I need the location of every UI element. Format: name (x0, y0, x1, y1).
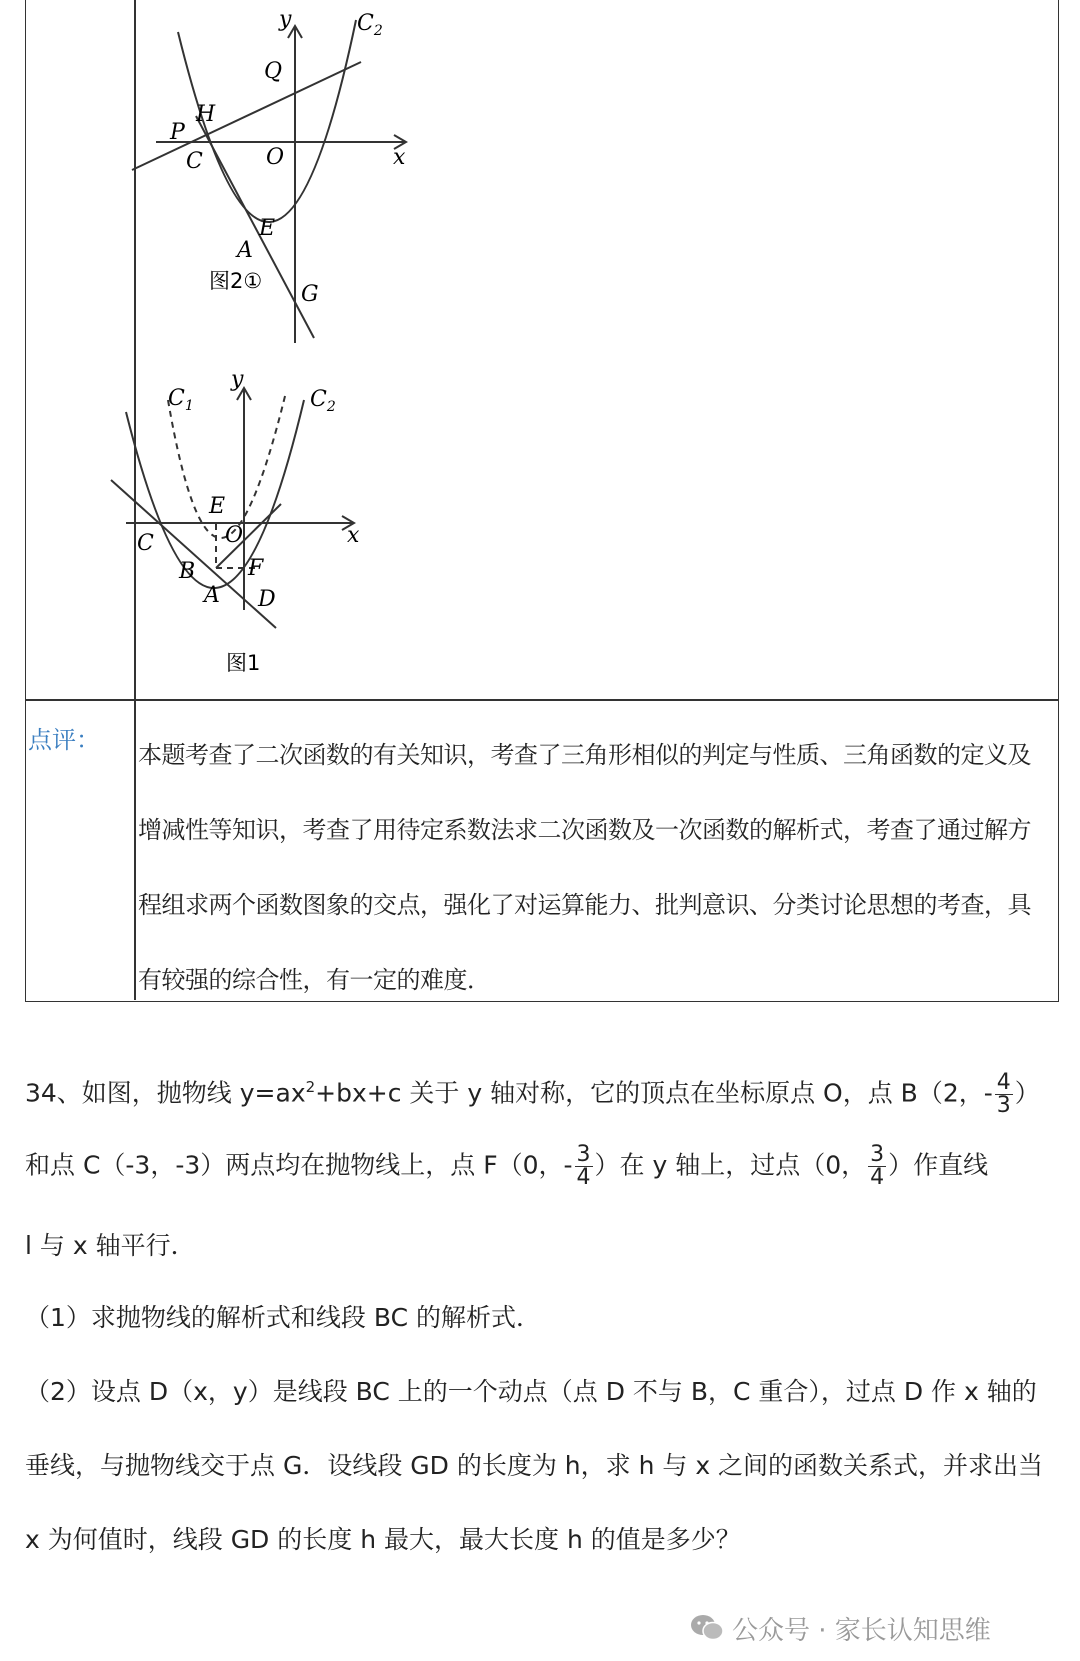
table-divider-horizontal (26, 699, 1058, 701)
fig2-line-pq (132, 62, 361, 170)
wechat-icon (690, 1614, 724, 1649)
fig2-label-o: O (266, 145, 285, 170)
fig1-label-y: y (231, 370, 244, 392)
review-line: 增减性等知识，考查了用待定系数法求二次函数及一次函数的解析式，考查了通过解方 (138, 816, 1031, 844)
review-line: 程组求两个函数图象的交点，强化了对运算能力、批判意识、分类讨论思想的考查，具 (138, 891, 1031, 919)
watermark: 公众号 · 家长认知思维 (690, 1610, 991, 1649)
fig1-label-d: D (258, 587, 276, 612)
fig1-label-e: E (209, 494, 226, 519)
fig2-label-h: H (196, 102, 216, 127)
figure-2-graph (106, 0, 426, 348)
fig1-label-b: B (179, 559, 196, 584)
fig2-label-c: C (186, 149, 203, 174)
review-label: 点评： (28, 726, 100, 754)
problem-line-3: l 与 x 轴平行． (25, 1231, 196, 1260)
answer-table (25, 0, 1059, 1002)
problem-part-2-line-1: （2）设点 D（x，y）是线段 BC 上的一个动点（点 D 不与 B，C 重合），过点 D 作 x 轴的 (25, 1377, 1037, 1406)
fraction-3-4-neg: $\frac{3}{4}$ (576, 1142, 591, 1190)
fig2-label-x: x (393, 145, 406, 170)
problem-line-2: 和点 C（-3，-3）两点均在抛物线上，点 F（0，- $\frac{3}{4}$ ）在 y 轴上，过点（0， $\frac{3}{4}$ ）作直线 (25, 1142, 989, 1190)
figure-1-graph (106, 370, 426, 690)
problem-part-1: （1）求抛物线的解析式和线段 BC 的解析式． (25, 1303, 541, 1332)
fig1-label-c: C (137, 531, 154, 556)
fig1-label-c2: $C_2$ (310, 387, 336, 415)
fig2-label-g: G (301, 282, 319, 307)
fig2-label-a: A (237, 238, 253, 263)
problem-line-1: 34、如图，抛物线 $y=ax^2+bx+c$ 关于 y 轴对称，它的顶点在坐标原点 O，点 B（2，- $\frac{4}{3}$ ） (25, 1070, 1040, 1118)
problem-part-2-line-3: x 为何值时，线段 GD 的长度 h 最大，最大长度 h 的值是多少？ (25, 1525, 741, 1554)
review-line: 本题考查了二次函数的有关知识，考查了三角形相似的判定与性质、三角函数的定义及 (138, 741, 1031, 769)
fraction-3-4: $\frac{3}{4}$ (870, 1142, 885, 1190)
fig2-label-p: P (170, 120, 185, 145)
fig2-label-y: y (279, 7, 292, 32)
fig1-caption: 图1 (226, 651, 261, 675)
problem-part-2-line-2: 垂线，与抛物线交于点 G．设线段 GD 的长度为 h，求 h 与 x 之间的函数关系式，并求出当 (25, 1451, 1044, 1480)
review-line: 有较强的综合性，有一定的难度． (138, 966, 491, 994)
fig2-label-q: Q (264, 59, 283, 84)
fig2-label-e: E (259, 216, 276, 241)
fraction-4-3: $\frac{4}{3}$ (996, 1070, 1011, 1118)
fig1-label-a: A (204, 583, 220, 608)
review-text (138, 718, 1080, 1018)
fig1-label-x: x (347, 523, 360, 548)
fig2-label-c2: $C_2$ (357, 11, 383, 39)
fig1-label-f: F (248, 556, 264, 581)
fig2-line-g (196, 116, 314, 338)
fig1-label-o: O (225, 523, 244, 548)
fig1-label-c1: $C_1$ (168, 386, 194, 414)
fig2-caption: 图2① (209, 269, 263, 293)
